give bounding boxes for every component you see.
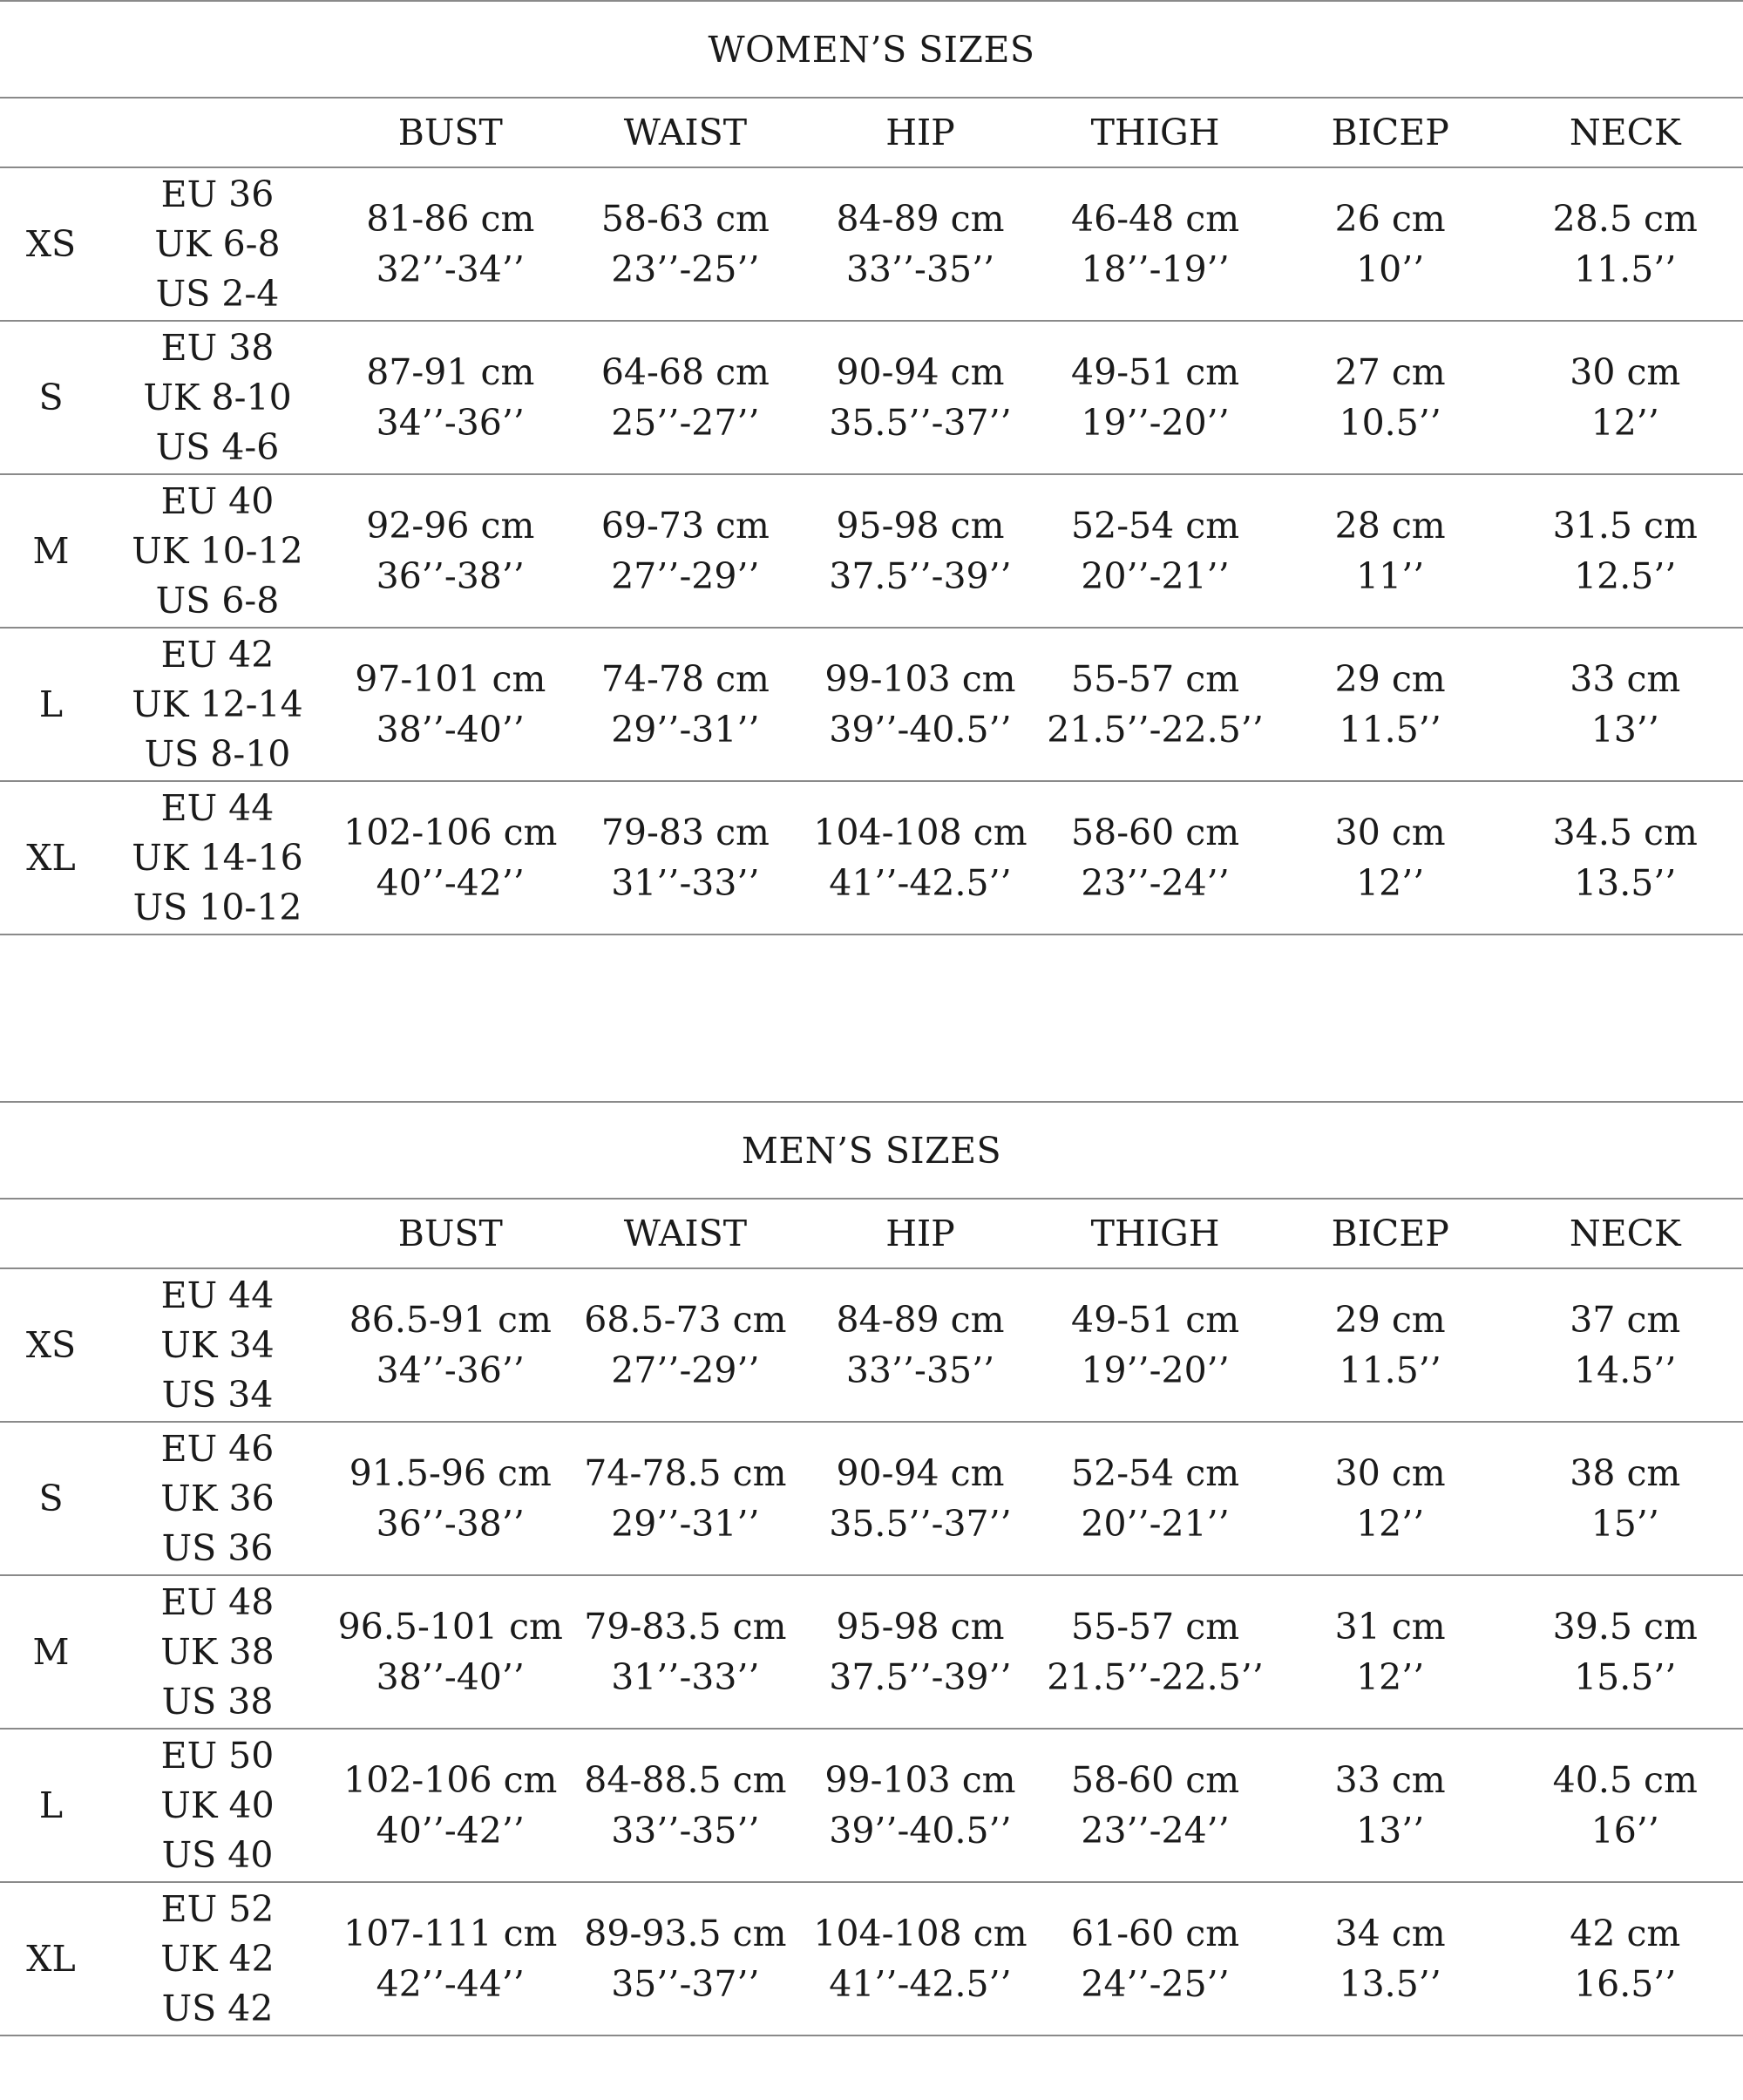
cm-value: 89-93.5 cm	[584, 1913, 787, 1954]
size-label: S	[38, 377, 64, 418]
header-bust: BUST	[397, 112, 503, 153]
cm-value: 107-111 cm	[343, 1913, 558, 1954]
waist-cell	[568, 654, 804, 755]
hip-cell	[803, 807, 1038, 908]
thigh-cell	[1038, 807, 1273, 908]
neck-cell	[1508, 654, 1743, 755]
cm-value: 52-54 cm	[1071, 505, 1240, 547]
bicep-cell	[1272, 654, 1508, 755]
cm-value: 37 cm	[1570, 1299, 1681, 1341]
uk-size: UK 42	[160, 1937, 275, 1980]
hip-cell	[803, 194, 1038, 295]
cm-value: 74-78 cm	[600, 658, 770, 700]
waist-cell	[568, 1448, 804, 1549]
bust-cell	[333, 1601, 568, 1702]
waist-cell	[568, 1755, 804, 1856]
inch-value: 12’’	[1590, 402, 1659, 444]
inch-value: 34’’-36’’	[376, 1349, 525, 1391]
inch-value: 10’’	[1356, 248, 1425, 290]
table-row	[0, 1883, 1743, 2036]
inch-value: 12’’	[1356, 1656, 1425, 1698]
thigh-cell	[1038, 1908, 1273, 2009]
inch-value: 13.5’’	[1339, 1963, 1441, 2005]
header-waist: WAIST	[623, 1213, 748, 1254]
hip-cell	[803, 1601, 1038, 1702]
cm-value: 55-57 cm	[1071, 658, 1240, 700]
size-conversions	[102, 1731, 333, 1880]
cm-value: 34 cm	[1334, 1913, 1446, 1954]
header-bicep: BICEP	[1331, 1213, 1449, 1254]
cm-value: 30 cm	[1334, 1452, 1446, 1494]
cm-value: 81-86 cm	[366, 198, 535, 240]
size-label: XL	[26, 1938, 76, 1980]
table-title: WOMEN’S SIZES	[0, 0, 1743, 99]
inch-value: 15.5’’	[1574, 1656, 1677, 1698]
size-conversions	[102, 170, 333, 319]
inch-value: 21.5’’-22.5’’	[1047, 709, 1264, 751]
uk-size: UK 6-8	[154, 222, 281, 265]
inch-value: 33’’-35’’	[845, 1349, 995, 1391]
cm-value: 92-96 cm	[366, 505, 535, 547]
inch-value: 31’’-33’’	[611, 1656, 760, 1698]
size-conversions	[102, 477, 333, 626]
us-size: US 8-10	[144, 732, 291, 775]
bicep-cell	[1272, 1448, 1508, 1549]
inch-value: 41’’-42.5’’	[829, 862, 1012, 904]
bust-cell	[333, 1295, 568, 1396]
waist-cell	[568, 1908, 804, 2009]
cm-value: 34.5 cm	[1552, 812, 1698, 853]
cm-value: 104-108 cm	[813, 1913, 1027, 1954]
waist-cell	[568, 347, 804, 448]
size-label: L	[38, 1784, 64, 1826]
table-row	[0, 322, 1743, 475]
us-size: US 42	[161, 1987, 274, 2029]
inch-value: 35.5’’-37’’	[829, 1503, 1012, 1545]
eu-size: EU 52	[160, 1887, 275, 1930]
inch-value: 38’’-40’’	[376, 1656, 525, 1698]
inch-value: 13’’	[1590, 709, 1659, 751]
cm-value: 26 cm	[1334, 198, 1446, 240]
cm-value: 31 cm	[1334, 1606, 1446, 1648]
inch-value: 10.5’’	[1339, 402, 1441, 444]
cm-value: 31.5 cm	[1552, 505, 1698, 547]
neck-cell	[1508, 807, 1743, 908]
inch-value: 31’’-33’’	[611, 862, 760, 904]
size-label: M	[32, 1631, 70, 1673]
inch-value: 24’’-25’’	[1081, 1963, 1230, 2005]
cm-value: 64-68 cm	[600, 351, 770, 393]
bicep-cell	[1272, 807, 1508, 908]
uk-size: UK 14-16	[132, 836, 303, 879]
inch-value: 12’’	[1356, 862, 1425, 904]
cm-value: 95-98 cm	[836, 505, 1005, 547]
cm-value: 29 cm	[1334, 658, 1446, 700]
thigh-cell	[1038, 1601, 1273, 1702]
table-title: MEN’S SIZES	[0, 1101, 1743, 1200]
inch-value: 23’’-25’’	[611, 248, 760, 290]
cm-value: 58-60 cm	[1071, 812, 1240, 853]
cm-value: 58-60 cm	[1071, 1759, 1240, 1801]
cm-value: 97-101 cm	[355, 658, 546, 700]
us-size: US 38	[161, 1680, 274, 1723]
cm-value: 90-94 cm	[836, 351, 1005, 393]
table-row	[0, 1269, 1743, 1423]
hip-cell	[803, 1295, 1038, 1396]
neck-cell	[1508, 347, 1743, 448]
cm-value: 40.5 cm	[1552, 1759, 1698, 1801]
us-size: US 36	[161, 1526, 274, 1569]
thigh-cell	[1038, 1295, 1273, 1396]
cm-value: 28 cm	[1334, 505, 1446, 547]
thigh-cell	[1038, 654, 1273, 755]
neck-cell	[1508, 1295, 1743, 1396]
inch-value: 27’’-29’’	[611, 555, 760, 597]
uk-size: UK 34	[160, 1323, 275, 1366]
inch-value: 41’’-42.5’’	[829, 1963, 1012, 2005]
inch-value: 20’’-21’’	[1081, 1503, 1230, 1545]
eu-size: EU 42	[160, 633, 275, 676]
us-size: US 2-4	[155, 272, 280, 315]
cm-value: 102-106 cm	[343, 812, 558, 853]
waist-cell	[568, 500, 804, 601]
inch-value: 36’’-38’’	[376, 1503, 525, 1545]
cm-value: 49-51 cm	[1071, 1299, 1240, 1341]
inch-value: 12.5’’	[1574, 555, 1677, 597]
uk-size: UK 40	[160, 1784, 275, 1826]
header-hip: HIP	[885, 112, 955, 153]
header-thigh: THIGH	[1090, 112, 1220, 153]
inch-value: 11.5’’	[1574, 248, 1677, 290]
inch-value: 11’’	[1356, 555, 1425, 597]
eu-size: EU 50	[160, 1734, 275, 1777]
cm-value: 49-51 cm	[1071, 351, 1240, 393]
inch-value: 40’’-42’’	[376, 1810, 525, 1852]
inch-value: 34’’-36’’	[376, 402, 525, 444]
bicep-cell	[1272, 1601, 1508, 1702]
us-size: US 6-8	[155, 579, 280, 622]
cm-value: 87-91 cm	[366, 351, 535, 393]
table-row	[0, 782, 1743, 935]
size-conversions	[102, 784, 333, 933]
inch-value: 12’’	[1356, 1503, 1425, 1545]
cm-value: 95-98 cm	[836, 1606, 1005, 1648]
inch-value: 42’’-44’’	[376, 1963, 525, 2005]
cm-value: 74-78.5 cm	[584, 1452, 787, 1494]
hip-cell	[803, 347, 1038, 448]
uk-size: UK 12-14	[132, 683, 303, 725]
inch-value: 29’’-31’’	[611, 709, 760, 751]
bust-cell	[333, 194, 568, 295]
thigh-cell	[1038, 500, 1273, 601]
uk-size: UK 10-12	[132, 529, 303, 572]
cm-value: 61-60 cm	[1071, 1913, 1240, 1954]
thigh-cell	[1038, 347, 1273, 448]
inch-value: 40’’-42’’	[376, 862, 525, 904]
thigh-cell	[1038, 1755, 1273, 1856]
inch-value: 11.5’’	[1339, 709, 1441, 751]
neck-cell	[1508, 194, 1743, 295]
eu-size: EU 36	[160, 173, 275, 215]
waist-cell	[568, 1295, 804, 1396]
cm-value: 79-83 cm	[600, 812, 770, 853]
header-neck: NECK	[1569, 112, 1681, 153]
table-row	[0, 1423, 1743, 1576]
inch-value: 19’’-20’’	[1081, 1349, 1230, 1391]
header-row	[0, 99, 1743, 168]
table-row	[0, 168, 1743, 322]
header-neck: NECK	[1569, 1213, 1681, 1254]
cm-value: 99-103 cm	[824, 658, 1016, 700]
size-conversions	[102, 1578, 333, 1727]
hip-cell	[803, 1448, 1038, 1549]
inch-value: 32’’-34’’	[376, 248, 525, 290]
bust-cell	[333, 654, 568, 755]
uk-size: UK 36	[160, 1477, 275, 1519]
inch-value: 20’’-21’’	[1081, 555, 1230, 597]
bicep-cell	[1272, 1908, 1508, 2009]
eu-size: EU 44	[160, 1274, 275, 1316]
header-bicep: BICEP	[1331, 112, 1449, 153]
inch-value: 15’’	[1590, 1503, 1659, 1545]
cm-value: 55-57 cm	[1071, 1606, 1240, 1648]
us-size: US 34	[161, 1373, 274, 1416]
inch-value: 21.5’’-22.5’’	[1047, 1656, 1264, 1698]
eu-size: EU 48	[160, 1580, 275, 1623]
neck-cell	[1508, 1448, 1743, 1549]
cm-value: 29 cm	[1334, 1299, 1446, 1341]
inch-value: 19’’-20’’	[1081, 402, 1230, 444]
header-hip: HIP	[885, 1213, 955, 1254]
inch-value: 39’’-40.5’’	[829, 1810, 1012, 1852]
table-row	[0, 1576, 1743, 1730]
thigh-cell	[1038, 194, 1273, 295]
bicep-cell	[1272, 1295, 1508, 1396]
cm-value: 27 cm	[1334, 351, 1446, 393]
size-conversions	[102, 1271, 333, 1420]
bicep-cell	[1272, 194, 1508, 295]
size-label: XS	[25, 223, 77, 265]
cm-value: 33 cm	[1334, 1759, 1446, 1801]
cm-value: 84-88.5 cm	[584, 1759, 787, 1801]
bust-cell	[333, 347, 568, 448]
inch-value: 25’’-27’’	[611, 402, 760, 444]
hip-cell	[803, 1908, 1038, 2009]
bust-cell	[333, 1448, 568, 1549]
size-label: M	[32, 530, 70, 572]
cm-value: 104-108 cm	[813, 812, 1027, 853]
inch-value: 27’’-29’’	[611, 1349, 760, 1391]
cm-value: 102-106 cm	[343, 1759, 558, 1801]
inch-value: 16.5’’	[1574, 1963, 1677, 2005]
cm-value: 68.5-73 cm	[584, 1299, 787, 1341]
bust-cell	[333, 500, 568, 601]
eu-size: EU 46	[160, 1427, 275, 1470]
waist-cell	[568, 807, 804, 908]
inch-value: 11.5’’	[1339, 1349, 1441, 1391]
inch-value: 35.5’’-37’’	[829, 402, 1012, 444]
bust-cell	[333, 1755, 568, 1856]
size-label: XL	[26, 837, 76, 879]
waist-cell	[568, 194, 804, 295]
us-size: US 10-12	[132, 886, 302, 928]
hip-cell	[803, 654, 1038, 755]
bicep-cell	[1272, 500, 1508, 601]
cm-value: 38 cm	[1570, 1452, 1681, 1494]
size-conversions	[102, 1885, 333, 2034]
cm-value: 84-89 cm	[836, 198, 1005, 240]
hip-cell	[803, 500, 1038, 601]
uk-size: UK 38	[160, 1630, 275, 1673]
inch-value: 13’’	[1356, 1810, 1425, 1852]
size-conversions	[102, 323, 333, 472]
cm-value: 99-103 cm	[824, 1759, 1016, 1801]
inch-value: 33’’-35’’	[611, 1810, 760, 1852]
inch-value: 37.5’’-39’’	[829, 1656, 1012, 1698]
womens-size-table	[0, 0, 1743, 935]
header-waist: WAIST	[623, 112, 748, 153]
inch-value: 18’’-19’’	[1081, 248, 1230, 290]
cm-value: 84-89 cm	[836, 1299, 1005, 1341]
inch-value: 14.5’’	[1574, 1349, 1677, 1391]
cm-value: 33 cm	[1570, 658, 1681, 700]
cm-value: 90-94 cm	[836, 1452, 1005, 1494]
cm-value: 79-83.5 cm	[584, 1606, 787, 1648]
cm-value: 30 cm	[1570, 351, 1681, 393]
cm-value: 96.5-101 cm	[337, 1606, 563, 1648]
size-conversions	[102, 1424, 333, 1573]
inch-value: 29’’-31’’	[611, 1503, 760, 1545]
inch-value: 36’’-38’’	[376, 555, 525, 597]
cm-value: 86.5-91 cm	[349, 1299, 552, 1341]
us-size: US 4-6	[155, 425, 280, 468]
cm-value: 52-54 cm	[1071, 1452, 1240, 1494]
size-conversions	[102, 630, 333, 779]
mens-size-table	[0, 1101, 1743, 2036]
cm-value: 30 cm	[1334, 812, 1446, 853]
cm-value: 42 cm	[1570, 1913, 1681, 1954]
inch-value: 23’’-24’’	[1081, 1810, 1230, 1852]
inch-value: 38’’-40’’	[376, 709, 525, 751]
neck-cell	[1508, 1908, 1743, 2009]
inch-value: 23’’-24’’	[1081, 862, 1230, 904]
neck-cell	[1508, 500, 1743, 601]
eu-size: EU 40	[160, 479, 275, 522]
table-row	[0, 1730, 1743, 1883]
thigh-cell	[1038, 1448, 1273, 1549]
inch-value: 13.5’’	[1574, 862, 1677, 904]
bicep-cell	[1272, 347, 1508, 448]
inch-value: 16’’	[1590, 1810, 1659, 1852]
eu-size: EU 38	[160, 326, 275, 369]
bust-cell	[333, 1908, 568, 2009]
inch-value: 33’’-35’’	[845, 248, 995, 290]
table-row	[0, 629, 1743, 782]
inch-value: 37.5’’-39’’	[829, 555, 1012, 597]
neck-cell	[1508, 1601, 1743, 1702]
cm-value: 46-48 cm	[1071, 198, 1240, 240]
bust-cell	[333, 807, 568, 908]
cm-value: 69-73 cm	[600, 505, 770, 547]
header-row	[0, 1200, 1743, 1269]
cm-value: 28.5 cm	[1552, 198, 1698, 240]
neck-cell	[1508, 1755, 1743, 1856]
us-size: US 40	[161, 1833, 274, 1876]
inch-value: 39’’-40.5’’	[829, 709, 1012, 751]
cm-value: 39.5 cm	[1552, 1606, 1698, 1648]
inch-value: 35’’-37’’	[611, 1963, 760, 2005]
cm-value: 91.5-96 cm	[349, 1452, 552, 1494]
size-label: L	[38, 683, 64, 725]
uk-size: UK 8-10	[143, 376, 292, 418]
header-bust: BUST	[397, 1213, 503, 1254]
waist-cell	[568, 1601, 804, 1702]
eu-size: EU 44	[160, 786, 275, 829]
bicep-cell	[1272, 1755, 1508, 1856]
header-thigh: THIGH	[1090, 1213, 1220, 1254]
cm-value: 58-63 cm	[600, 198, 770, 240]
size-label: XS	[25, 1324, 77, 1366]
table-row	[0, 475, 1743, 629]
hip-cell	[803, 1755, 1038, 1856]
size-label: S	[38, 1478, 64, 1519]
